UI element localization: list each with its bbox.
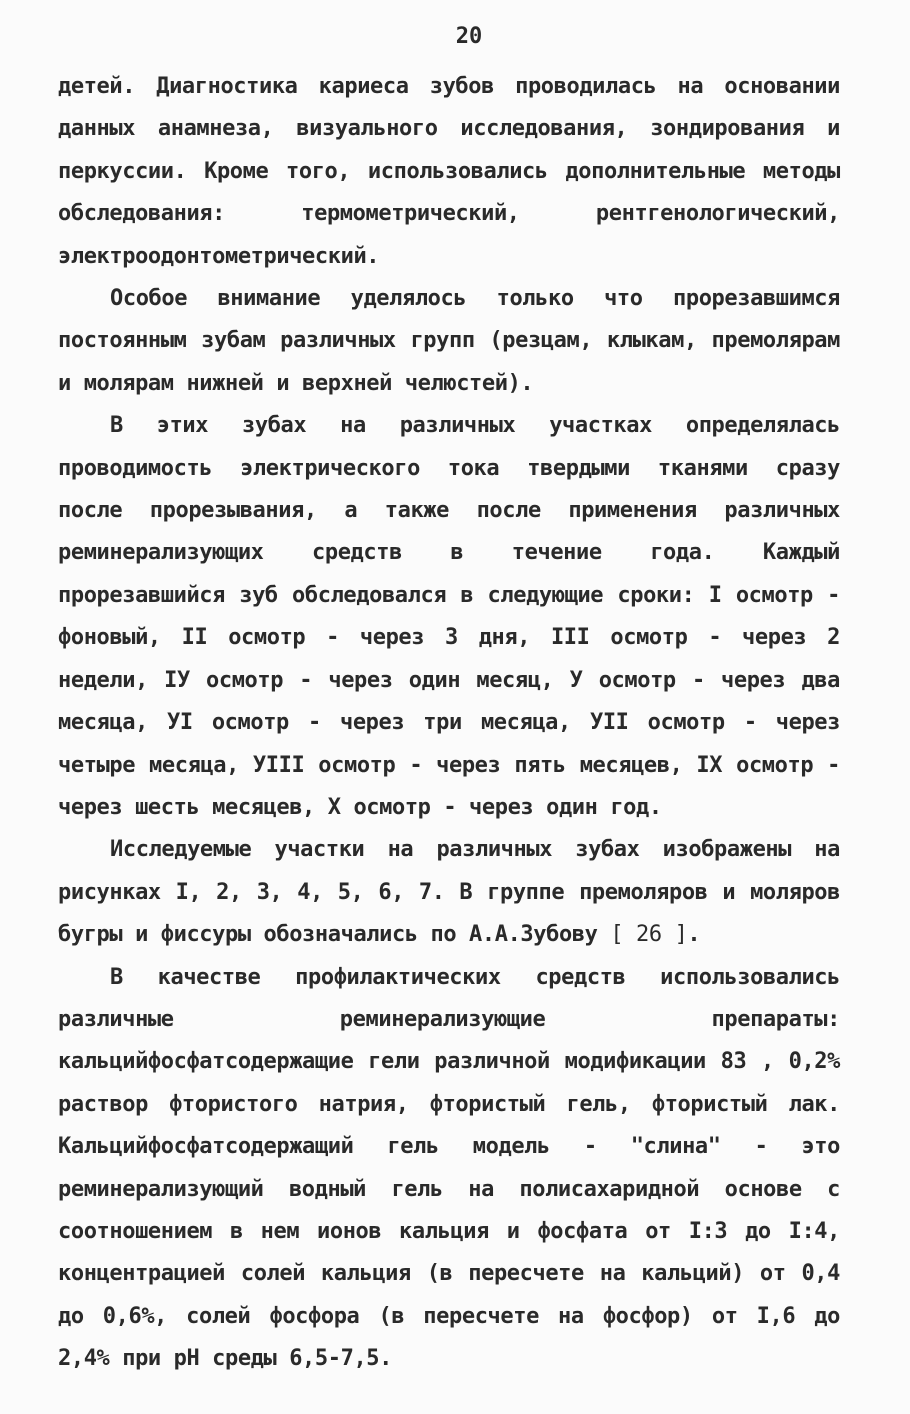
figures-text: Исследуемые участки на различных зубах изображены на рисунках I, 2, 3, 4, 5, 6, 7. В группе премоляров и моляров бугры и фиссуры обозначались по А.А.Зубову	[58, 837, 840, 948]
reference-citation: [ 26 ]	[610, 922, 688, 948]
paragraph-diagnostics: детей. Диагностика кариеса зубов проводилась на основании данных анамнеза, визуального исследования, зондирования и перкуссии. Кроме того, использовались дополнительные методы обследования: термометрический, рентгенологический, электроодонтометрический.	[58, 74, 840, 269]
paragraph-preparations: В качестве профилактических средств использовались различные реминерализующие препараты: кальцийфосфатсодержащие гели различной модификации 83 , 0,2% раствор фтористого натрия, фтористый гель, фтористый лак. Кальцийфосфатсодержащий гель модель - "слина" - это реминерализующий водный гель на полисахаридной основе с соотношением в нем ионов кальция и фосфата от I:3 до I:4, концентрацией солей кальция (в пересчете на кальций) от 0,4 до 0,6%, солей фосфора (в пересчете на фосфор) от I,6 до 2,4% при pH среды 6,5-7,5.	[58, 964, 840, 1372]
page-number: 20	[455, 24, 483, 49]
paragraph-teeth-groups: Особое внимание уделялось только что прорезавшимся постоянным зубам различных групп (резцам, клыкам, премолярам и молярам нижней и верхней челюстей).	[58, 286, 840, 396]
paragraph-exam-schedule: В этих зубах на различных участках определялась проводимость электрического тока твердыми тканями сразу после прорезывания, а также после применения различных реминерализующих средств в течение года. Каждый прорезавшийся зуб обследовался в следующие сроки: I осмотр - фоновый, II осмотр - через 3 дня, III осмотр - через 2 недели, IУ осмотр - через один месяц, У осмотр - через два месяца, УI осмотр - через три месяца, УII осмотр - через четыре месяца, УIII осмотр - через пять месяцев, IX осмотр - через шесть месяцев, X осмотр - через один год.	[58, 413, 840, 820]
paragraph-figures	[58, 829, 840, 956]
figures-text-end: .	[687, 922, 701, 948]
